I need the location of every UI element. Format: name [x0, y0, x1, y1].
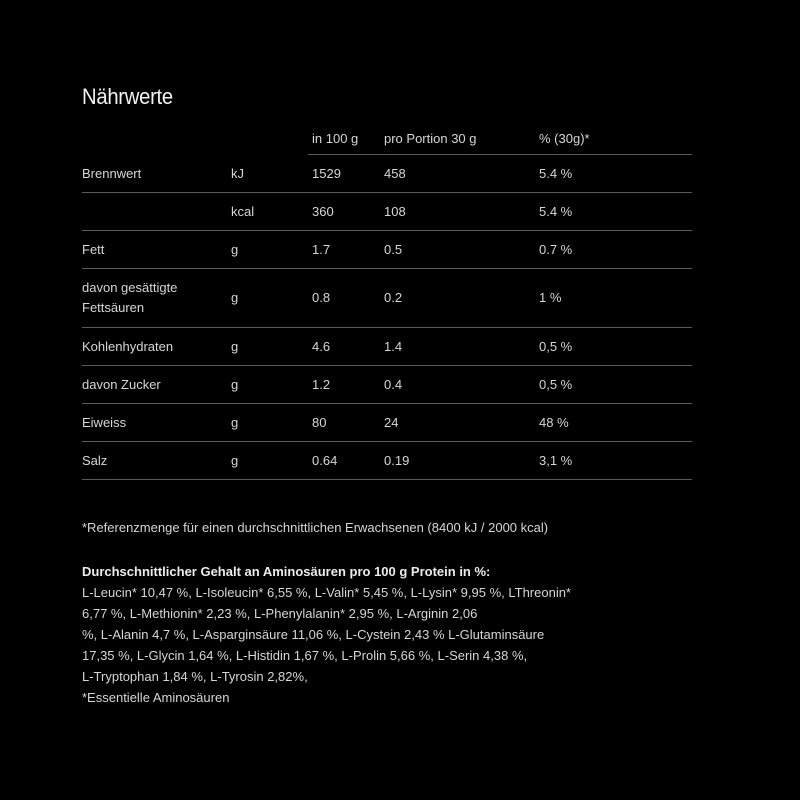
header-cell-portion: pro Portion 30 g [384, 130, 477, 146]
row-percent: 5.4 % [539, 203, 573, 219]
amino-acid-section [82, 561, 582, 708]
row-unit: g [231, 414, 239, 430]
row-name: davon gesättigte Fettsäuren [82, 280, 178, 315]
table-row [82, 155, 692, 193]
row-percent: 0.7 % [539, 241, 573, 257]
row-portion: 1.4 [384, 338, 403, 354]
page-title: Nährwerte [82, 84, 173, 109]
row-portion: 0.19 [384, 452, 410, 468]
amino-line: %, L-Alanin 4,7 %, L-Asparginsäure 11,06 %, L-Cystein 2,43 % L-Glutaminsäure [82, 627, 545, 642]
row-percent: 48 % [539, 414, 569, 430]
row-unit: g [231, 241, 239, 257]
row-per100: 0.8 [312, 290, 331, 305]
row-portion: 458 [384, 165, 406, 181]
row-per100: 0.64 [312, 452, 338, 468]
row-name: Salz [82, 452, 108, 468]
nutrition-table [82, 122, 692, 480]
row-percent: 0,5 % [539, 376, 573, 392]
header-cell-name [82, 122, 222, 155]
row-portion: 108 [384, 203, 406, 219]
table-row [82, 366, 692, 404]
row-name: Kohlenhydraten [82, 338, 174, 354]
table-row [82, 269, 692, 328]
row-portion: 0.5 [384, 241, 403, 257]
table-row [82, 404, 692, 442]
header-cell-percent: % (30g)* [539, 130, 590, 146]
row-percent: 3,1 % [539, 452, 573, 468]
row-name: Brennwert [82, 165, 142, 181]
table-row [82, 442, 692, 480]
row-percent: 5.4 % [539, 165, 573, 181]
amino-line: L-Tryptophan 1,84 %, L-Tyrosin 2,82%, [82, 669, 308, 684]
header-cell-per100: in 100 g [312, 130, 359, 146]
row-percent: 0,5 % [539, 338, 573, 354]
row-name [82, 193, 222, 230]
row-per100: 1.2 [312, 376, 331, 392]
amino-line: 6,77 %, L-Methionin* 2,23 %, L-Phenylalanin* 2,95 %, L-Arginin 2,06 [82, 606, 478, 621]
row-unit: g [231, 376, 239, 392]
row-name: Fett [82, 241, 105, 257]
amino-line: L-Leucin* 10,47 %, L-Isoleucin* 6,55 %, L-Valin* 5,45 %, L-Lysin* 9,95 %, LThreonin* [82, 585, 571, 600]
row-per100: 4.6 [312, 338, 331, 354]
row-unit: g [231, 452, 239, 468]
row-unit: g [231, 290, 239, 305]
row-name: davon Zucker [82, 376, 161, 392]
table-row [82, 193, 692, 231]
row-per100: 1.7 [312, 241, 331, 257]
row-name: Eiweiss [82, 414, 127, 430]
amino-heading: Durchschnittlicher Gehalt an Aminosäuren pro 100 g Protein in %: [82, 564, 491, 579]
reference-footnote: *Referenzmenge für einen durchschnittlichen Erwachsenen (8400 kJ / 2000 kcal) [82, 520, 549, 535]
row-unit: kcal [231, 203, 255, 219]
row-portion: 0.4 [384, 376, 403, 392]
table-header-row [82, 122, 692, 155]
row-unit: kJ [231, 165, 244, 181]
amino-line: 17,35 %, L-Glycin 1,64 %, L-Histidin 1,67 %, L-Prolin 5,66 %, L-Serin 4,38 %, [82, 648, 528, 663]
amino-line: *Essentielle Aminosäuren [82, 690, 230, 705]
row-portion: 0.2 [384, 290, 403, 305]
row-portion: 24 [384, 414, 399, 430]
row-unit: g [231, 338, 239, 354]
header-cell-unit [231, 122, 301, 155]
row-per100: 80 [312, 414, 327, 430]
table-row [82, 328, 692, 366]
row-percent: 1 % [539, 290, 562, 305]
row-per100: 1529 [312, 165, 341, 181]
row-per100: 360 [312, 203, 334, 219]
table-row [82, 231, 692, 269]
